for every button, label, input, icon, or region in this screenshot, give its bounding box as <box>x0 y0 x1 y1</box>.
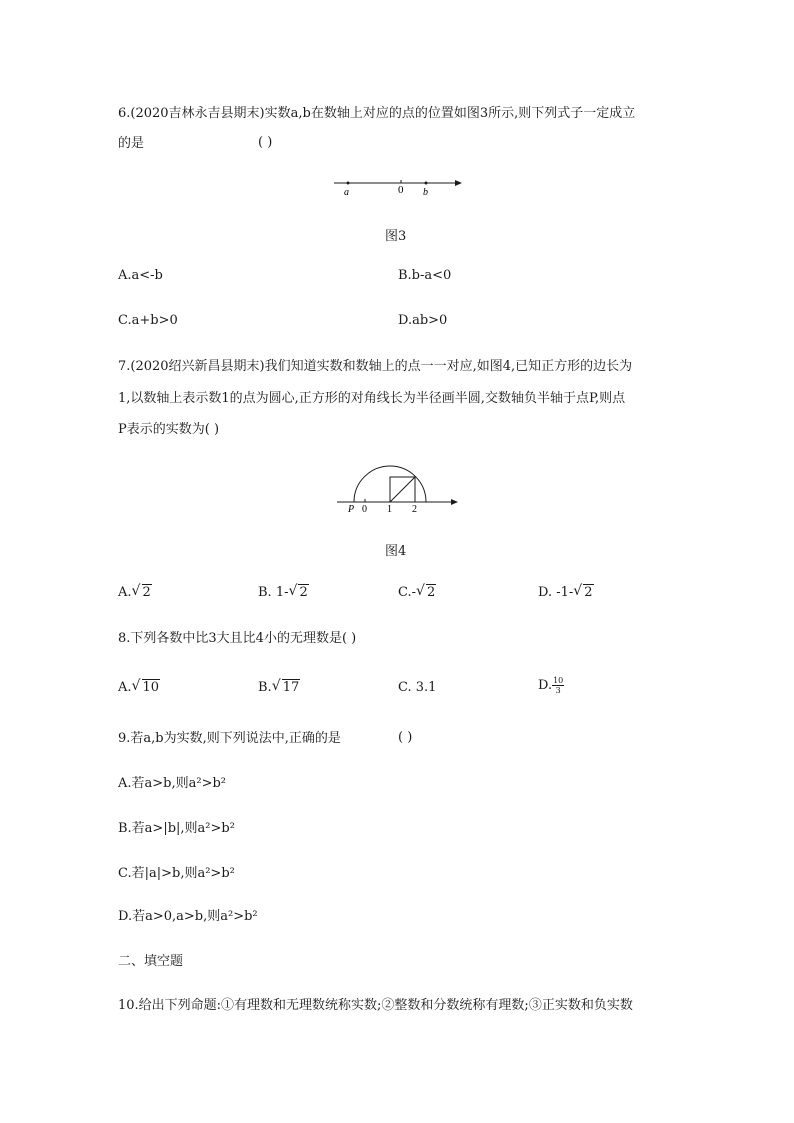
q7-line1: 7.(2020绍兴新昌县期末)我们知道实数和数轴上的点一一对应,如图4,已知正方形的边长为 <box>118 359 633 374</box>
q8-option-b-radicand: 17 <box>282 680 300 695</box>
q6-option-d[interactable]: D.ab>0 <box>398 313 448 328</box>
q9-answer-paren: ( ) <box>398 730 413 745</box>
q8-option-a-radicand: 10 <box>142 680 160 695</box>
q9-option-c[interactable]: C.若|a|>b,则a²>b² <box>118 866 235 881</box>
q8-option-d-prefix: D. <box>538 678 553 693</box>
q9-line1: 9.若a,b为实数,则下列说法中,正确的是 <box>118 731 341 746</box>
q8-option-b[interactable] <box>258 680 300 695</box>
q6-option-b[interactable]: B.b-a<0 <box>398 268 452 283</box>
q6-figure-caption: 图3 <box>385 229 407 244</box>
q6-number-line-figure <box>330 172 465 200</box>
radical-icon: √ <box>416 583 425 599</box>
q8-line1: 8.下列各数中比3大且比4小的无理数是( ) <box>118 631 357 646</box>
q6-line2: 的是 <box>118 136 145 151</box>
q7-label-two: 2 <box>412 504 417 515</box>
q6-line1: 6.(2020吉林永吉县期末)实数a,b在数轴上对应的点的位置如图3所示,则下列式子一定成立 <box>118 106 636 121</box>
q6-axis-arrow <box>455 180 462 186</box>
q7-axis-arrow <box>451 499 458 505</box>
q9-option-d[interactable]: D.若a>0,a>b,则a²>b² <box>118 909 258 924</box>
q7-option-a-sqrt <box>132 585 152 600</box>
q7-option-d[interactable] <box>538 585 594 600</box>
q9-option-a[interactable]: A.若a>b,则a²>b² <box>118 776 227 791</box>
q7-option-a[interactable] <box>118 585 152 600</box>
q8-option-d-fraction <box>552 676 564 695</box>
q7-option-d-prefix: D. -1- <box>538 585 574 600</box>
q8-option-d-numerator: 10 <box>553 676 564 685</box>
q7-option-b-radicand: 2 <box>299 585 308 600</box>
q8-option-d[interactable] <box>538 676 564 695</box>
q7-option-b-sqrt <box>288 585 308 600</box>
q7-option-c-sqrt <box>416 585 436 600</box>
q8-option-a-sqrt <box>132 680 161 695</box>
q8-option-d-denominator: 3 <box>555 686 561 695</box>
q8-option-c[interactable]: C. 3.1 <box>398 680 437 695</box>
q6-answer-paren: ( ) <box>258 135 273 150</box>
q7-option-b[interactable] <box>258 585 309 600</box>
q6-point-b <box>425 182 428 185</box>
q6-option-c[interactable]: C.a+b>0 <box>118 313 178 328</box>
q7-label-p: P <box>348 504 355 515</box>
q7-option-a-prefix: A. <box>118 585 132 600</box>
q6-option-a[interactable]: A.a<-b <box>118 268 163 283</box>
radical-icon: √ <box>573 583 583 599</box>
q7-line2: 1,以数轴上表示数1的点为圆心,正方形的对角线长为半径画半圆,交数轴负半轴于点P,则点 <box>118 391 626 406</box>
q8-option-a-prefix: A. <box>118 680 132 695</box>
q6-label-zero: 0 <box>398 184 404 196</box>
q8-option-b-sqrt <box>272 680 301 695</box>
radical-icon: √ <box>131 678 141 694</box>
q7-option-c-prefix: C.- <box>398 585 417 600</box>
q9-option-b[interactable]: B.若a>|b|,则a²>b² <box>118 821 235 836</box>
q6-label-b: b <box>423 187 428 198</box>
q7-option-d-radicand: 2 <box>584 585 593 600</box>
radical-icon: √ <box>288 583 298 599</box>
q7-label-zero: 0 <box>362 504 367 515</box>
q7-semicircle-figure <box>335 458 465 516</box>
radical-icon: √ <box>271 678 281 694</box>
q10-line1: 10.给出下列命题:①有理数和无理数统称实数;②整数和分数统称有理数;③正实数和负实数 <box>118 998 633 1013</box>
q7-option-b-prefix: B. 1- <box>258 585 289 600</box>
q8-option-a[interactable] <box>118 680 160 695</box>
radical-icon: √ <box>131 583 141 599</box>
q8-option-b-prefix: B. <box>258 680 272 695</box>
q6-point-a <box>347 182 350 185</box>
q7-option-c[interactable] <box>398 585 436 600</box>
q7-line3: P表示的实数为( ) <box>118 422 220 437</box>
q7-option-a-radicand: 2 <box>142 585 151 600</box>
section-title: 二、填空题 <box>118 954 184 969</box>
q7-label-one: 1 <box>387 504 392 515</box>
q7-figure-caption: 图4 <box>385 544 407 559</box>
q7-option-c-radicand: 2 <box>427 585 436 600</box>
q7-diagonal <box>390 477 415 502</box>
q7-option-d-sqrt <box>573 585 593 600</box>
q6-label-a: a <box>344 187 349 198</box>
